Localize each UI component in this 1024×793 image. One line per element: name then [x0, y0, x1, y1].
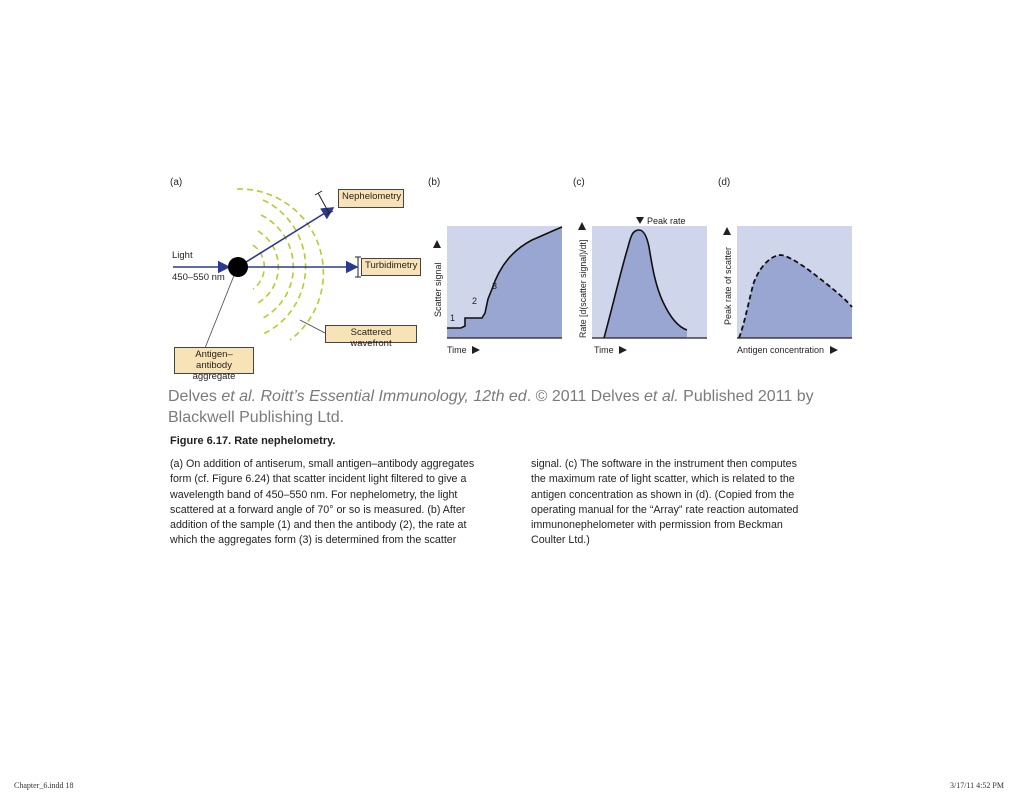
aggregate-dot	[228, 257, 248, 277]
footer-timestamp: 3/17/11 4:52 PM	[950, 781, 1004, 790]
nephelometry-detector	[315, 191, 333, 215]
caption-left-line: addition of the sample (1) and then the antibody (2), the rate at	[170, 519, 467, 532]
panel-b-step-3: 3	[492, 281, 498, 291]
credit-line-2: Blackwell Publishing Ltd.	[168, 409, 345, 426]
credit-published: Published 2011 by	[678, 388, 814, 405]
peak-rate-label: Peak rate	[647, 216, 686, 226]
panel-d-xlabel: Antigen concentration	[737, 345, 825, 355]
credit-line	[168, 386, 868, 428]
panel-b-xlabel: Time	[447, 345, 467, 355]
credit-etal: et al.	[644, 388, 679, 405]
aggregate-label-line2: aggregate	[192, 371, 236, 382]
panel-c-chart	[573, 185, 713, 365]
credit-copyright: . © 2011 Delves	[526, 388, 645, 405]
caption-right-line: the maximum rate of light scatter, which is related to the	[531, 473, 795, 486]
caption-left-line: form (cf. Figure 6.24) that scatter incident light filtered to give a	[170, 473, 467, 486]
caption-left-line: which the aggregates form (3) is determined from the scatter	[170, 534, 457, 547]
panel-c-xlabel: Time	[594, 345, 614, 355]
panel-b-y-arrow	[433, 240, 441, 248]
panel-label-a: (a)	[170, 177, 183, 188]
credit-author: Delves	[168, 388, 222, 405]
credit-book-title: et al. Roitt’s Essential Immunology, 12th ed	[221, 388, 527, 405]
panel-c-x-arrow	[619, 346, 627, 354]
aggregate-label-box	[174, 347, 254, 382]
panel-b-ylabel: Scatter signal	[433, 262, 443, 317]
caption-right-line: Coulter Ltd.)	[531, 534, 590, 547]
aggregate-label-line1: Antigen–antibody	[195, 349, 233, 371]
panel-d-x-arrow	[830, 346, 838, 354]
caption-right-line: signal. (c) The software in the instrument then computes	[531, 458, 797, 470]
caption-right-line: immunonephelometer with permission from Beckman	[531, 519, 783, 532]
wavefront-label-box: Scattered wavefront	[325, 325, 417, 343]
panel-b-step-1: 1	[450, 313, 456, 323]
caption-left-line: (a) On addition of antiserum, small antigen–antibody aggregates	[170, 458, 475, 470]
nephelometry-arrow	[238, 208, 333, 267]
panel-d-y-arrow	[723, 227, 731, 235]
peak-rate-marker	[636, 217, 644, 224]
caption-right-line: antigen concentration as shown in (d). (Copied from the	[531, 488, 795, 501]
panel-c-ylabel: Rate [d(scatter signal)/dt]	[578, 239, 588, 338]
nephelometry-label-box: Nephelometry	[338, 189, 404, 208]
panel-d-ylabel: Peak rate of scatter	[723, 246, 733, 325]
footer-file-name: Chapter_6.indd 18	[14, 781, 74, 790]
panel-label-c: (c)	[573, 177, 585, 188]
wavelength-label: 450–550 nm	[172, 272, 225, 283]
panel-d-chart	[718, 185, 858, 365]
caption-left-column	[170, 457, 525, 549]
scattered-wavefront-arcs	[237, 189, 323, 340]
panel-label-d: (d)	[718, 177, 731, 188]
panel-label-b: (b)	[428, 177, 441, 188]
caption-right-line: operating manual for the “Array” rate reaction automated	[531, 503, 799, 516]
caption-left-line: wavelength band of 450–550 nm. For nephelometry, the light	[170, 488, 458, 501]
light-label: Light	[172, 250, 193, 261]
panel-c-y-arrow	[578, 222, 586, 230]
turbidimetry-label-box: Turbidimetry	[361, 258, 421, 276]
caption-left-line: scattered at a forward angle of 70° or so is measured. (b) After	[170, 503, 466, 516]
aggregate-leader-line	[205, 273, 235, 348]
credit-line-1	[168, 386, 868, 407]
panel-b-step-2: 2	[472, 296, 478, 306]
figure-title: Figure 6.17. Rate nephelometry.	[170, 435, 336, 447]
caption-right-column	[531, 457, 861, 549]
panel-b-chart	[428, 185, 568, 365]
panel-b-x-arrow	[472, 346, 480, 354]
